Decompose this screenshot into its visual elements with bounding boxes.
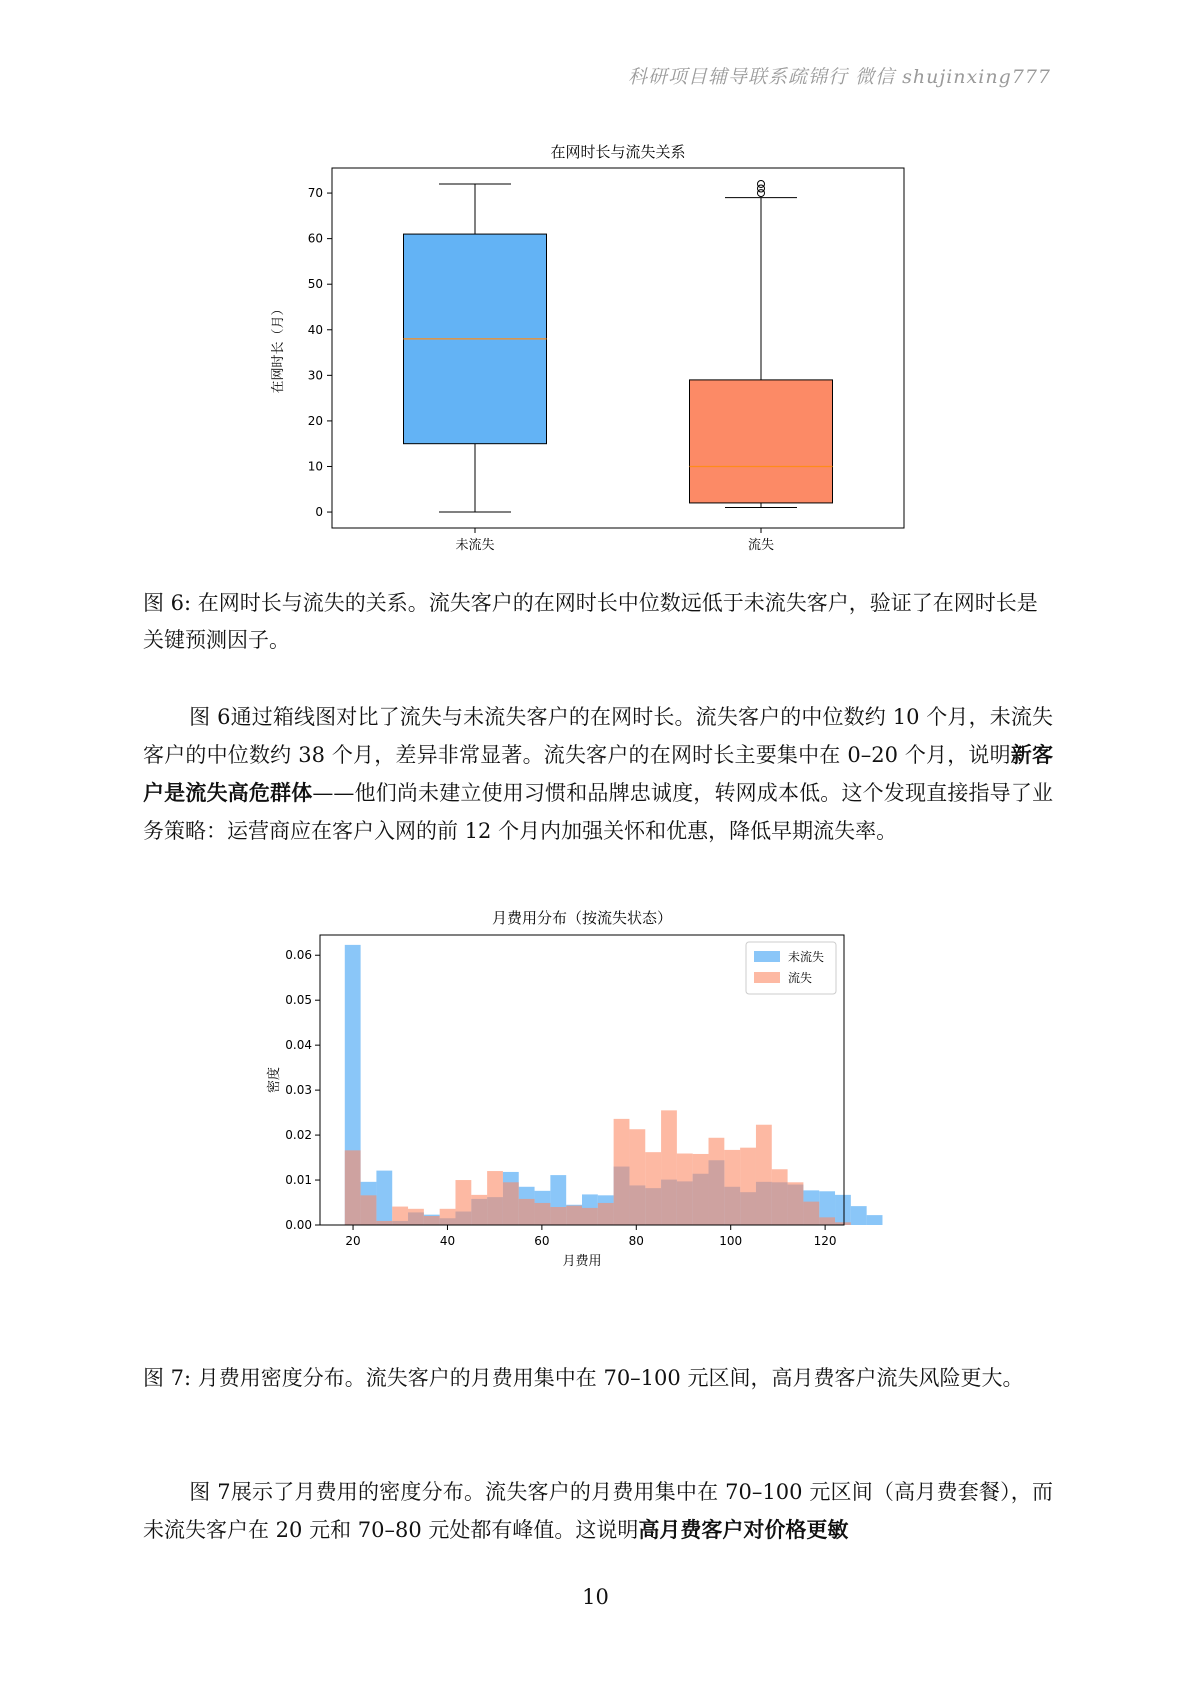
- histogram-bar: [455, 1180, 471, 1225]
- histogram-bar: [851, 1206, 867, 1225]
- y-tick-label: 50: [307, 277, 323, 292]
- histogram-bar: [376, 1171, 392, 1225]
- y-tick-label: 0: [315, 505, 323, 520]
- histogram-bar: [535, 1203, 551, 1225]
- histogram-bar: [519, 1199, 535, 1225]
- y-tick-label: 30: [307, 368, 323, 383]
- histogram-bar: [835, 1195, 851, 1225]
- histogram-bar: [629, 1129, 645, 1225]
- x-tick-label: 80: [628, 1234, 644, 1248]
- chart-title: 在网时长与流失关系: [550, 143, 686, 161]
- figure-6-caption: 图 6: 在网时长与流失的关系。流失客户的在网时长中位数远低于未流失客户，验证了在网时长是关键预测因子。: [143, 591, 1038, 652]
- x-tick-label: 120: [813, 1234, 837, 1248]
- histogram-bar: [408, 1209, 424, 1225]
- histogram-bar: [661, 1110, 677, 1225]
- x-axis-label: 月费用: [562, 1254, 602, 1269]
- y-tick-label: 20: [307, 413, 323, 428]
- y-axis-label: 密度: [267, 1066, 282, 1094]
- y-tick-label: 0.04: [285, 1038, 312, 1053]
- figure-7-caption: 图 7: 月费用密度分布。流失客户的月费用集中在 70–100 元区间，高月费客户流失风险更大。: [143, 1366, 1024, 1390]
- histogram-bar: [550, 1207, 566, 1225]
- y-tick-label: 0.01: [285, 1173, 312, 1188]
- box: [690, 380, 833, 503]
- histogram-bar: [756, 1125, 772, 1225]
- page-number: 10: [582, 1585, 609, 1609]
- paragraph-2-bold: 高月费客户对价格更敏: [638, 1517, 849, 1542]
- histogram-chart: [267, 905, 910, 1325]
- y-tick-label: 0.02: [285, 1128, 312, 1143]
- x-tick-label: 20: [345, 1234, 361, 1248]
- histogram-bar: [361, 1195, 377, 1225]
- histogram-bar: [471, 1195, 487, 1225]
- legend-swatch: [754, 951, 780, 962]
- x-tick-label: 40: [439, 1234, 456, 1248]
- paragraph-2: [143, 1473, 1053, 1549]
- histogram-bar: [503, 1182, 519, 1225]
- x-tick-label: 未流失: [455, 538, 495, 553]
- y-axis-label: 在网时长（月）: [271, 302, 286, 394]
- boxplot-chart: [270, 140, 910, 553]
- y-tick-label: 0.06: [285, 948, 312, 963]
- histogram-bar: [740, 1148, 756, 1225]
- y-tick-label: 0.00: [285, 1218, 312, 1232]
- histogram-bar: [867, 1215, 883, 1225]
- histogram-bar: [392, 1207, 408, 1225]
- histogram-bar: [677, 1154, 693, 1225]
- legend-swatch: [754, 972, 780, 983]
- paragraph-1: [143, 698, 1053, 850]
- histogram-bar: [709, 1138, 725, 1225]
- outlier-point: [758, 180, 765, 187]
- header-watermark: 科研项目辅导联系疏锦行 微信 shujinxing777: [628, 66, 1051, 88]
- y-tick-label: 0.03: [285, 1083, 312, 1098]
- legend-label: 流失: [788, 971, 813, 985]
- legend: [746, 942, 836, 994]
- y-tick-label: 10: [307, 459, 323, 474]
- paragraph-2-start: 图 7展示了月费用的密度分布。流失客户的月费用集中在 70–100 元区间（高月费套餐），而未流失客户在 20 元和 70–80 元处都有峰值。这说明: [143, 1480, 1053, 1542]
- y-tick-label: 60: [307, 231, 323, 246]
- histogram-bar: [440, 1209, 456, 1225]
- histogram-bar: [645, 1152, 661, 1225]
- histogram-bar: [487, 1171, 503, 1225]
- histogram-bar: [819, 1217, 835, 1225]
- x-tick-label: 100: [719, 1234, 743, 1248]
- chart-title: 月费用分布（按流失状态）: [491, 909, 673, 927]
- histogram-bar: [724, 1150, 740, 1225]
- x-tick-label: 60: [534, 1234, 550, 1248]
- paragraph-1-bold: 新客户是流失高危群体: [143, 742, 1053, 805]
- paragraph-1-start: 图 6通过箱线图对比了流失与未流失客户的在网时长。流失客户的中位数约 10 个月，未流失客户的中位数约 38 个月，差异非常显著。流失客户的在网时长主要集中在 0–20 个月，说明: [143, 705, 1053, 767]
- legend-label: 未流失: [788, 950, 825, 964]
- y-tick-label: 70: [307, 186, 323, 201]
- histogram-bar: [424, 1216, 440, 1225]
- histogram-bar: [788, 1182, 804, 1225]
- histogram-bar: [376, 1221, 392, 1225]
- paragraph-1-end: ——他们尚未建立使用习惯和品牌忠诚度，转网成本低。这个发现直接指导了业务策略：运营商应在客户入网的前 12 个月内加强关怀和优惠，降低早期流失率。: [143, 781, 1054, 843]
- histogram-bar: [614, 1119, 630, 1225]
- histogram-bar: [566, 1206, 582, 1225]
- x-tick-label: 流失: [747, 538, 775, 553]
- histogram-bar: [345, 1150, 361, 1225]
- histogram-bar: [582, 1208, 598, 1225]
- y-tick-label: 40: [307, 322, 323, 337]
- histogram-bar: [803, 1202, 819, 1225]
- y-tick-label: 0.05: [285, 993, 312, 1008]
- histogram-bar: [693, 1154, 709, 1225]
- histogram-bar: [772, 1169, 788, 1225]
- histogram-bar: [598, 1203, 614, 1225]
